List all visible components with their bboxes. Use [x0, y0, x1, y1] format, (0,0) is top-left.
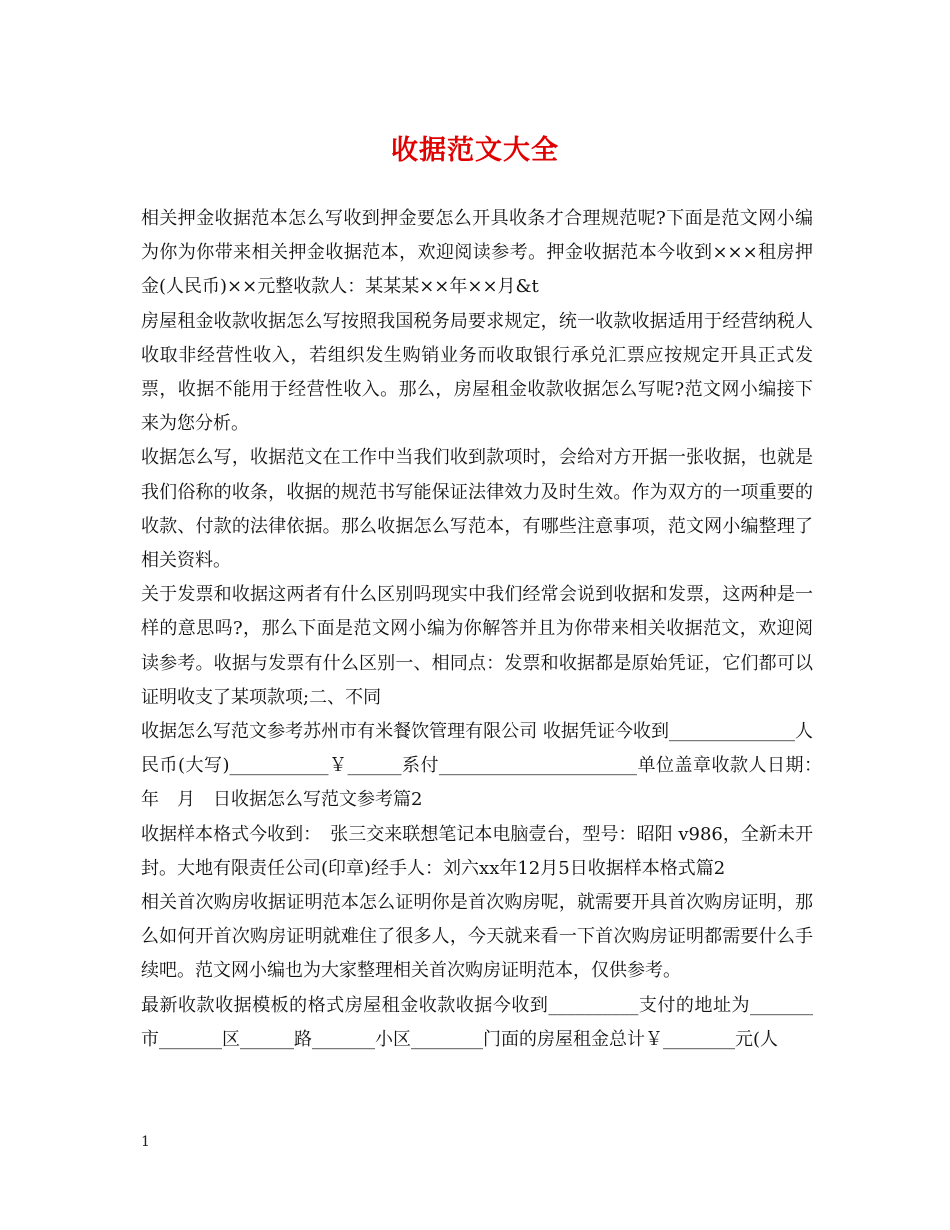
- paragraph: 房屋租金收款收据怎么写按照我国税务局要求规定，统一收款收据适用于经营纳税人收取非经营性收入，若组织发生购销业务而收取银行承兑汇票应按规定开具正式发票，收据不能用于经营性收入。那么，房屋租金收款收据怎么写呢?范文网小编接下来为您分析。: [141, 310, 813, 435]
- paragraph: 收据怎么写，收据范文在工作中当我们收到款项时，会给对方开据一张收据，也就是我们俗称的收条，收据的规范书写能保证法律效力及时生效。作为双方的一项重要的收款、付款的法律依据。那么收据怎么写范本，有哪些注意事项，范文网小编整理了相关资料。: [141, 447, 813, 572]
- paragraph: 关于发票和收据这两者有什么区别吗现实中我们经常会说到收据和发票，这两种是一样的意思吗?，那么下面是范文网小编为你解答并且为你带来相关收据范文，欢迎阅读参考。收据与发票有什么区别一、相同点：发票和收据都是原始凭证，它们都可以证明收支了某项款项;二、不同: [141, 584, 813, 708]
- paragraph: 相关首次购房收据证明范本怎么证明你是首次购房呢，就需要开具首次购房证明，那么如何开首次购房证明就难住了很多人，今天就来看一下首次购房证明都需要什么手续吧。范文网小编也为大家整理相关首次购房证明范本，仅供参考。: [141, 892, 813, 982]
- page-number: 1: [141, 1134, 150, 1150]
- document-title: 收据范文大全: [391, 135, 559, 166]
- paragraph: 最新收款收据模板的格式房屋租金收款收据今收到__________支付的地址为_______市_______区______路_______小区________门面的房屋租金总计￥________元(人: [141, 994, 813, 1050]
- document-body: [141, 202, 831, 1057]
- paragraph: 收据怎么写范文参考苏州市有米餐饮管理有限公司 收据凭证今收到______________人民币(大写)___________￥______系付______________________单位盖章收款人日期： 年 月 日收据怎么写范文参考篇2: [141, 721, 831, 811]
- paragraph: 相关押金收据范本怎么写收到押金要怎么开具收条才合理规范呢?下面是范文网小编为你为你带来相关押金收据范本，欢迎阅读参考。押金收据范本今收到×××租房押金(人民币)××元整收款人：某某某××年××月&t: [141, 208, 813, 298]
- paragraph: 收据样本格式今收到： 张三交来联想笔记本电脑壹台，型号：昭阳 v986，全新未开封。大地有限责任公司(印章)经手人：刘六xx年12月5日收据样本格式篇2: [141, 823, 813, 879]
